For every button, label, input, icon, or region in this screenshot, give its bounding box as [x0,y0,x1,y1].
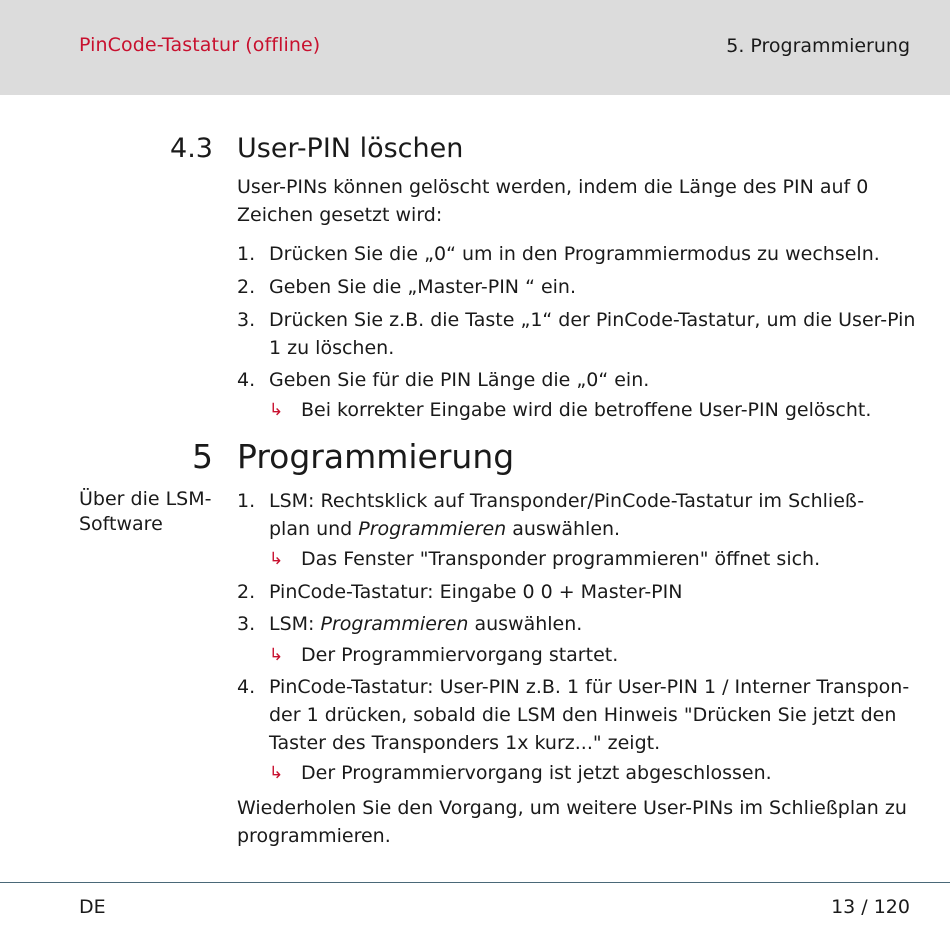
footer-language: DE [79,896,106,918]
chapter-title: Programmierung [237,437,515,476]
list-text [269,610,917,638]
intro-line: User-PINs können gelöscht werden, indem die Länge des PIN auf 0 [237,176,869,198]
list-text [269,487,917,543]
result-arrow-icon: ↳ [269,400,284,420]
margin-note-line: Über die LSM- [79,488,212,510]
chapter-number: 5 [192,437,213,476]
list-text: Drücken Sie die „0“ um in den Programmiermodus zu wechseln. [269,243,880,265]
text-run: auswählen. [506,518,621,540]
list-number: 1. [237,243,256,265]
list-text [269,673,917,757]
header-product-title: PinCode-Tastatur (offline) [79,34,321,56]
list-number: 2. [237,581,256,603]
list-text-line: 1 zu löschen. [269,337,395,359]
result-text: Der Programmiervorgang ist jetzt abgeschlossen. [301,762,772,784]
list-number: 1. [237,490,256,512]
outro-line: Wiederholen Sie den Vorgang, um weitere User-PINs im Schließplan zu [237,797,907,819]
list-text [269,306,917,362]
list-text: Geben Sie die „Master-PIN “ ein. [269,276,576,298]
emphasis-programmieren: Programmieren [358,518,507,540]
text-run: LSM: [269,613,321,635]
list-number: 2. [237,276,256,298]
list-text-line: Drücken Sie z.B. die Taste „1“ der PinCode-Tastatur, um die User-Pin [269,309,916,331]
list-number: 4. [237,676,256,698]
result-arrow-icon: ↳ [269,549,284,569]
list-text-line: LSM: Rechtsklick auf Transponder/PinCode-Tastatur im Schließ- [269,490,865,512]
intro-line: Zeichen gesetzt wird: [237,204,443,226]
result-text: Der Programmiervorgang startet. [301,644,619,666]
list-text-line: Taster des Transponders 1x kurz..." zeigt. [269,732,661,754]
result-arrow-icon: ↳ [269,763,284,783]
page-header [0,0,950,95]
text-run: auswählen. [468,613,583,635]
list-text: Geben Sie für die PIN Länge die „0“ ein. [269,369,650,391]
footer-divider [0,882,950,883]
list-number: 4. [237,369,256,391]
margin-note-line: Software [79,513,163,535]
result-arrow-icon: ↳ [269,645,284,665]
outro-line: programmieren. [237,825,391,847]
footer-page-number: 13 / 120 [831,896,910,918]
text-run: plan und [269,518,359,540]
list-text: PinCode-Tastatur: Eingabe 0 0 + Master-PIN [269,581,683,603]
result-text: Bei korrekter Eingabe wird die betroffene User-PIN gelöscht. [301,399,872,421]
list-text-line [269,515,917,543]
margin-note [79,487,229,537]
header-chapter: 5. Programmierung [726,35,910,57]
section-title: User-PIN löschen [237,133,464,164]
section-number: 4.3 [170,133,213,164]
list-number: 3. [237,613,256,635]
result-text: Das Fenster "Transponder programmieren" öffnet sich. [301,548,821,570]
list-number: 3. [237,309,256,331]
intro-paragraph [237,173,917,229]
list-text-line: der 1 drücken, sobald die LSM den Hinweis "Drücken Sie jetzt den [269,704,897,726]
emphasis-programmieren: Programmieren [320,613,469,635]
outro-paragraph [237,794,917,850]
list-text-line: PinCode-Tastatur: User-PIN z.B. 1 für User-PIN 1 / Interner Transpon- [269,676,910,698]
